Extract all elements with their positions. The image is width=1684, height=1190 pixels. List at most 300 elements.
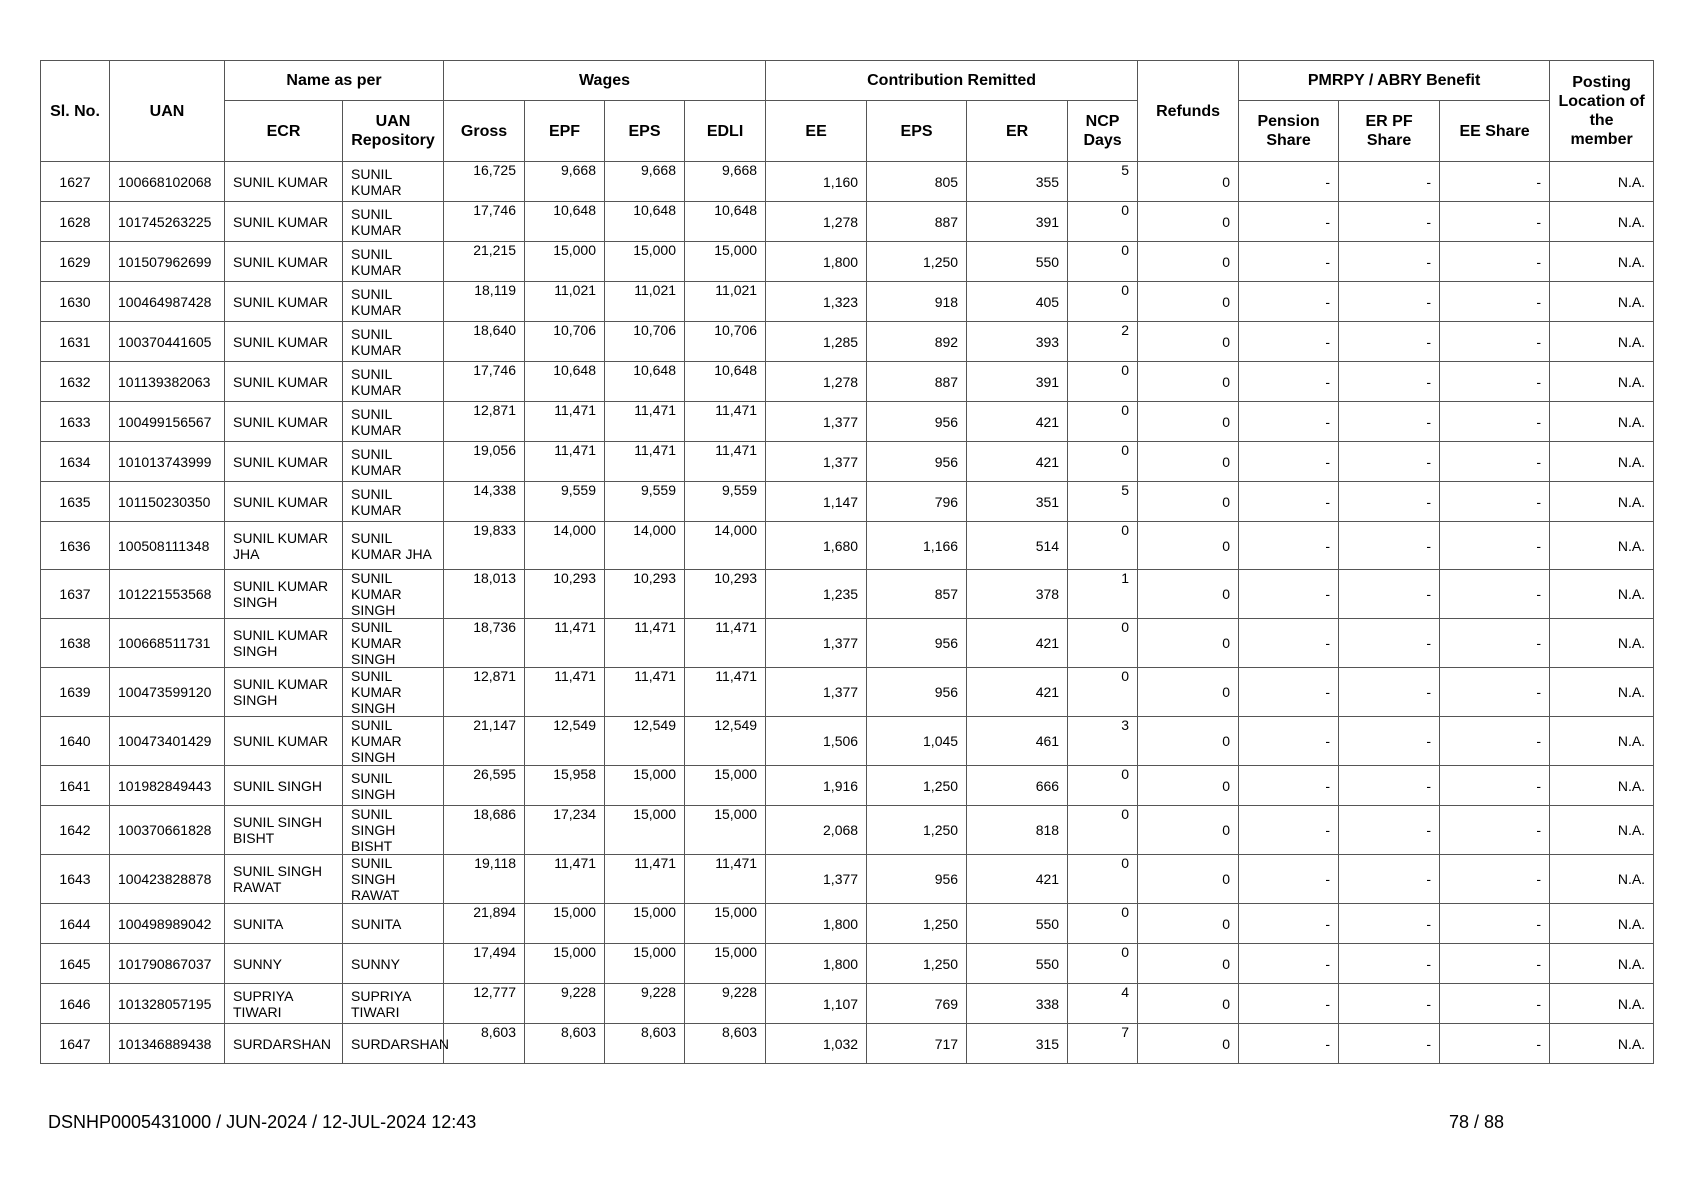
- cell-eps: 15,000: [605, 806, 685, 855]
- cell-eps: 15,000: [605, 944, 685, 984]
- cell-ecr-name: SURDARSHAN: [225, 1024, 343, 1064]
- cell-contribution-eps: 1,250: [867, 242, 967, 282]
- cell-posting-location: N.A.: [1550, 1024, 1654, 1064]
- cell-ee: 1,107: [766, 984, 867, 1024]
- cell-edli: 15,000: [685, 766, 766, 806]
- table-row: [41, 1024, 1654, 1064]
- cell-posting-location: N.A.: [1550, 944, 1654, 984]
- cell-uan-repository-name: SUNIL SINGH BISHT: [343, 806, 444, 855]
- cell-contribution-eps: 956: [867, 668, 967, 717]
- cell-ncp-days: 2: [1068, 322, 1138, 362]
- cell-uan: 101982849443: [110, 766, 225, 806]
- table-row: [41, 717, 1654, 766]
- cell-pension-share: -: [1239, 1024, 1339, 1064]
- cell-sl-no: 1638: [41, 619, 110, 668]
- cell-ncp-days: 3: [1068, 717, 1138, 766]
- cell-gross: 17,746: [444, 362, 525, 402]
- cell-contribution-eps: 857: [867, 570, 967, 619]
- cell-ee: 1,506: [766, 717, 867, 766]
- cell-sl-no: 1640: [41, 717, 110, 766]
- cell-epf: 11,471: [525, 855, 605, 904]
- cell-refunds: 0: [1138, 984, 1239, 1024]
- cell-edli: 12,549: [685, 717, 766, 766]
- cell-epf: 15,958: [525, 766, 605, 806]
- cell-eps: 10,293: [605, 570, 685, 619]
- cell-edli: 10,648: [685, 362, 766, 402]
- cell-uan: 100668511731: [110, 619, 225, 668]
- cell-sl-no: 1642: [41, 806, 110, 855]
- cell-sl-no: 1628: [41, 202, 110, 242]
- cell-gross: 18,119: [444, 282, 525, 322]
- cell-posting-location: N.A.: [1550, 362, 1654, 402]
- cell-contribution-eps: 956: [867, 442, 967, 482]
- cell-uan: 101013743999: [110, 442, 225, 482]
- cell-ncp-days: 5: [1068, 482, 1138, 522]
- cell-edli: 9,668: [685, 162, 766, 202]
- cell-uan-repository-name: SUNIL KUMAR SINGH: [343, 570, 444, 619]
- cell-uan-repository-name: SUNIL SINGH RAWAT: [343, 855, 444, 904]
- cell-posting-location: N.A.: [1550, 282, 1654, 322]
- cell-pension-share: -: [1239, 855, 1339, 904]
- cell-refunds: 0: [1138, 668, 1239, 717]
- cell-posting-location: N.A.: [1550, 668, 1654, 717]
- cell-refunds: 0: [1138, 944, 1239, 984]
- cell-contribution-eps: 956: [867, 855, 967, 904]
- cell-eps: 11,471: [605, 619, 685, 668]
- cell-epf: 10,648: [525, 362, 605, 402]
- table-row: [41, 482, 1654, 522]
- cell-pension-share: -: [1239, 944, 1339, 984]
- cell-edli: 11,471: [685, 668, 766, 717]
- table-row: [41, 442, 1654, 482]
- cell-gross: 19,056: [444, 442, 525, 482]
- cell-uan-repository-name: SURDARSHAN: [343, 1024, 444, 1064]
- header-er: ER: [967, 101, 1068, 162]
- cell-edli: 9,559: [685, 482, 766, 522]
- cell-contribution-eps: 887: [867, 202, 967, 242]
- cell-edli: 15,000: [685, 806, 766, 855]
- cell-sl-no: 1634: [41, 442, 110, 482]
- cell-gross: 18,640: [444, 322, 525, 362]
- cell-ee-share: -: [1440, 322, 1550, 362]
- cell-uan: 100508111348: [110, 522, 225, 570]
- cell-ecr-name: SUNIL KUMAR: [225, 362, 343, 402]
- cell-er: 550: [967, 904, 1068, 944]
- cell-ee-share: -: [1440, 362, 1550, 402]
- cell-ee: 1,377: [766, 619, 867, 668]
- cell-gross: 18,686: [444, 806, 525, 855]
- cell-ecr-name: SUNIL KUMAR: [225, 442, 343, 482]
- cell-er-pf-share: -: [1339, 570, 1440, 619]
- cell-er: 315: [967, 1024, 1068, 1064]
- table-row: [41, 944, 1654, 984]
- table-row: [41, 570, 1654, 619]
- cell-uan: 101790867037: [110, 944, 225, 984]
- cell-uan: 101139382063: [110, 362, 225, 402]
- cell-uan: 100499156567: [110, 402, 225, 442]
- cell-edli: 11,471: [685, 855, 766, 904]
- cell-contribution-eps: 918: [867, 282, 967, 322]
- cell-ee: 1,323: [766, 282, 867, 322]
- cell-uan: 101507962699: [110, 242, 225, 282]
- cell-er: 405: [967, 282, 1068, 322]
- cell-pension-share: -: [1239, 717, 1339, 766]
- cell-pension-share: -: [1239, 202, 1339, 242]
- cell-posting-location: N.A.: [1550, 442, 1654, 482]
- cell-eps: 9,559: [605, 482, 685, 522]
- cell-posting-location: N.A.: [1550, 322, 1654, 362]
- cell-ecr-name: SUPRIYA TIWARI: [225, 984, 343, 1024]
- cell-ee-share: -: [1440, 1024, 1550, 1064]
- header-uan-repository: UAN Repository: [343, 101, 444, 162]
- cell-eps: 10,648: [605, 362, 685, 402]
- cell-edli: 11,471: [685, 442, 766, 482]
- cell-pension-share: -: [1239, 482, 1339, 522]
- cell-epf: 9,228: [525, 984, 605, 1024]
- cell-eps: 10,706: [605, 322, 685, 362]
- cell-uan-repository-name: SUNIL KUMAR: [343, 442, 444, 482]
- cell-eps: 14,000: [605, 522, 685, 570]
- cell-er-pf-share: -: [1339, 522, 1440, 570]
- header-ee-share: EE Share: [1440, 101, 1550, 162]
- cell-ee: 1,147: [766, 482, 867, 522]
- cell-epf: 11,471: [525, 402, 605, 442]
- cell-pension-share: -: [1239, 442, 1339, 482]
- cell-ee: 1,377: [766, 668, 867, 717]
- cell-ncp-days: 0: [1068, 442, 1138, 482]
- cell-contribution-eps: 769: [867, 984, 967, 1024]
- cell-ee-share: -: [1440, 806, 1550, 855]
- cell-ecr-name: SUNIL KUMAR JHA: [225, 522, 343, 570]
- cell-pension-share: -: [1239, 766, 1339, 806]
- table-row: [41, 282, 1654, 322]
- cell-refunds: 0: [1138, 322, 1239, 362]
- table-row: [41, 242, 1654, 282]
- cell-ee: 1,377: [766, 402, 867, 442]
- cell-ecr-name: SUNIL KUMAR: [225, 717, 343, 766]
- cell-er: 393: [967, 322, 1068, 362]
- cell-er-pf-share: -: [1339, 202, 1440, 242]
- cell-posting-location: N.A.: [1550, 162, 1654, 202]
- cell-ee: 2,068: [766, 806, 867, 855]
- cell-ncp-days: 0: [1068, 402, 1138, 442]
- cell-gross: 19,118: [444, 855, 525, 904]
- cell-gross: 17,494: [444, 944, 525, 984]
- cell-ee-share: -: [1440, 202, 1550, 242]
- cell-eps: 9,228: [605, 984, 685, 1024]
- header-eps: EPS: [605, 101, 685, 162]
- cell-epf: 15,000: [525, 904, 605, 944]
- cell-gross: 26,595: [444, 766, 525, 806]
- cell-pension-share: -: [1239, 362, 1339, 402]
- cell-gross: 14,338: [444, 482, 525, 522]
- table-row: [41, 362, 1654, 402]
- cell-er: 550: [967, 944, 1068, 984]
- cell-edli: 9,228: [685, 984, 766, 1024]
- cell-ncp-days: 0: [1068, 202, 1138, 242]
- header-uan: UAN: [110, 61, 225, 162]
- cell-pension-share: -: [1239, 668, 1339, 717]
- cell-ncp-days: 0: [1068, 362, 1138, 402]
- cell-posting-location: N.A.: [1550, 717, 1654, 766]
- cell-ncp-days: 0: [1068, 806, 1138, 855]
- cell-gross: 19,833: [444, 522, 525, 570]
- cell-uan-repository-name: SUNIL KUMAR SINGH: [343, 668, 444, 717]
- header-epf: EPF: [525, 101, 605, 162]
- cell-epf: 17,234: [525, 806, 605, 855]
- cell-ee-share: -: [1440, 282, 1550, 322]
- header-edli: EDLI: [685, 101, 766, 162]
- cell-er-pf-share: -: [1339, 668, 1440, 717]
- cell-epf: 8,603: [525, 1024, 605, 1064]
- cell-ecr-name: SUNIL KUMAR SINGH: [225, 619, 343, 668]
- cell-pension-share: -: [1239, 282, 1339, 322]
- header-wages: Wages: [444, 61, 766, 101]
- cell-uan-repository-name: SUPRIYA TIWARI: [343, 984, 444, 1024]
- cell-ncp-days: 0: [1068, 766, 1138, 806]
- cell-epf: 10,648: [525, 202, 605, 242]
- cell-sl-no: 1630: [41, 282, 110, 322]
- cell-ncp-days: 0: [1068, 619, 1138, 668]
- cell-edli: 14,000: [685, 522, 766, 570]
- cell-er: 391: [967, 202, 1068, 242]
- cell-er: 391: [967, 362, 1068, 402]
- cell-ecr-name: SUNIL KUMAR: [225, 242, 343, 282]
- cell-er-pf-share: -: [1339, 482, 1440, 522]
- cell-epf: 11,471: [525, 619, 605, 668]
- cell-posting-location: N.A.: [1550, 482, 1654, 522]
- table-row: [41, 202, 1654, 242]
- cell-ncp-days: 0: [1068, 904, 1138, 944]
- cell-sl-no: 1629: [41, 242, 110, 282]
- cell-refunds: 0: [1138, 162, 1239, 202]
- cell-ecr-name: SUNIL KUMAR: [225, 202, 343, 242]
- cell-sl-no: 1637: [41, 570, 110, 619]
- cell-uan-repository-name: SUNITA: [343, 904, 444, 944]
- cell-er: 818: [967, 806, 1068, 855]
- cell-gross: 12,871: [444, 402, 525, 442]
- cell-refunds: 0: [1138, 522, 1239, 570]
- cell-epf: 11,021: [525, 282, 605, 322]
- cell-epf: 10,706: [525, 322, 605, 362]
- cell-eps: 11,021: [605, 282, 685, 322]
- cell-ee: 1,235: [766, 570, 867, 619]
- table-row: [41, 322, 1654, 362]
- cell-uan: 100668102068: [110, 162, 225, 202]
- cell-posting-location: N.A.: [1550, 522, 1654, 570]
- table-row: [41, 162, 1654, 202]
- cell-uan: 101346889438: [110, 1024, 225, 1064]
- cell-ee: 1,377: [766, 442, 867, 482]
- cell-uan-repository-name: SUNIL KUMAR: [343, 482, 444, 522]
- cell-er: 421: [967, 668, 1068, 717]
- cell-eps: 11,471: [605, 855, 685, 904]
- cell-ecr-name: SUNIL KUMAR SINGH: [225, 668, 343, 717]
- cell-refunds: 0: [1138, 242, 1239, 282]
- table-row: [41, 984, 1654, 1024]
- cell-epf: 12,549: [525, 717, 605, 766]
- cell-sl-no: 1627: [41, 162, 110, 202]
- header-ee: EE: [766, 101, 867, 162]
- cell-ncp-days: 0: [1068, 282, 1138, 322]
- cell-edli: 10,706: [685, 322, 766, 362]
- cell-contribution-eps: 1,250: [867, 944, 967, 984]
- cell-eps: 15,000: [605, 766, 685, 806]
- cell-edli: 11,021: [685, 282, 766, 322]
- cell-edli: 15,000: [685, 242, 766, 282]
- table-row: [41, 855, 1654, 904]
- cell-posting-location: N.A.: [1550, 402, 1654, 442]
- cell-er: 461: [967, 717, 1068, 766]
- cell-ee-share: -: [1440, 162, 1550, 202]
- cell-pension-share: -: [1239, 904, 1339, 944]
- cell-uan: 100423828878: [110, 855, 225, 904]
- cell-er-pf-share: -: [1339, 717, 1440, 766]
- cell-ecr-name: SUNIL KUMAR: [225, 162, 343, 202]
- cell-ee-share: -: [1440, 442, 1550, 482]
- header-pmrpy-abry-benefit: PMRPY / ABRY Benefit: [1239, 61, 1550, 101]
- cell-edli: 15,000: [685, 904, 766, 944]
- cell-er: 421: [967, 442, 1068, 482]
- cell-ee-share: -: [1440, 855, 1550, 904]
- cell-uan: 100473599120: [110, 668, 225, 717]
- cell-gross: 12,777: [444, 984, 525, 1024]
- cell-posting-location: N.A.: [1550, 766, 1654, 806]
- table-row: [41, 619, 1654, 668]
- cell-ecr-name: SUNIL KUMAR: [225, 402, 343, 442]
- cell-ee-share: -: [1440, 984, 1550, 1024]
- cell-gross: 18,013: [444, 570, 525, 619]
- cell-ee: 1,278: [766, 362, 867, 402]
- cell-eps: 12,549: [605, 717, 685, 766]
- cell-er: 378: [967, 570, 1068, 619]
- cell-ecr-name: SUNNY: [225, 944, 343, 984]
- cell-epf: 9,559: [525, 482, 605, 522]
- cell-ee-share: -: [1440, 717, 1550, 766]
- cell-pension-share: -: [1239, 242, 1339, 282]
- header-ncp-days: NCP Days: [1068, 101, 1138, 162]
- cell-gross: 21,215: [444, 242, 525, 282]
- cell-gross: 16,725: [444, 162, 525, 202]
- table-row: [41, 904, 1654, 944]
- cell-uan: 100464987428: [110, 282, 225, 322]
- cell-posting-location: N.A.: [1550, 619, 1654, 668]
- header-contribution-remitted: Contribution Remitted: [766, 61, 1138, 101]
- cell-eps: 11,471: [605, 668, 685, 717]
- cell-refunds: 0: [1138, 442, 1239, 482]
- header-contribution-eps: EPS: [867, 101, 967, 162]
- cell-refunds: 0: [1138, 1024, 1239, 1064]
- cell-ee: 1,285: [766, 322, 867, 362]
- cell-er-pf-share: -: [1339, 162, 1440, 202]
- cell-gross: 21,147: [444, 717, 525, 766]
- cell-pension-share: -: [1239, 570, 1339, 619]
- cell-uan-repository-name: SUNIL KUMAR: [343, 322, 444, 362]
- cell-ee-share: -: [1440, 242, 1550, 282]
- cell-pension-share: -: [1239, 162, 1339, 202]
- cell-epf: 9,668: [525, 162, 605, 202]
- cell-eps: 11,471: [605, 402, 685, 442]
- header-refunds: Refunds: [1138, 61, 1239, 162]
- cell-sl-no: 1643: [41, 855, 110, 904]
- cell-ee: 1,800: [766, 904, 867, 944]
- cell-er-pf-share: -: [1339, 402, 1440, 442]
- cell-ee-share: -: [1440, 482, 1550, 522]
- cell-epf: 15,000: [525, 242, 605, 282]
- table-row: [41, 668, 1654, 717]
- cell-er: 421: [967, 855, 1068, 904]
- cell-epf: 10,293: [525, 570, 605, 619]
- cell-uan: 100498989042: [110, 904, 225, 944]
- cell-er: 355: [967, 162, 1068, 202]
- cell-contribution-eps: 1,250: [867, 806, 967, 855]
- cell-pension-share: -: [1239, 402, 1339, 442]
- cell-er-pf-share: -: [1339, 984, 1440, 1024]
- document-reference: DSNHP0005431000 / JUN-2024 / 12-JUL-2024 12:43: [48, 1112, 477, 1132]
- cell-uan-repository-name: SUNIL KUMAR SINGH: [343, 717, 444, 766]
- cell-uan: 100370661828: [110, 806, 225, 855]
- cell-uan-repository-name: SUNNY: [343, 944, 444, 984]
- cell-uan: 101221553568: [110, 570, 225, 619]
- cell-refunds: 0: [1138, 766, 1239, 806]
- cell-pension-share: -: [1239, 984, 1339, 1024]
- cell-contribution-eps: 796: [867, 482, 967, 522]
- cell-er: 421: [967, 619, 1068, 668]
- cell-ee-share: -: [1440, 668, 1550, 717]
- cell-posting-location: N.A.: [1550, 202, 1654, 242]
- cell-sl-no: 1635: [41, 482, 110, 522]
- cell-edli: 11,471: [685, 619, 766, 668]
- cell-er-pf-share: -: [1339, 242, 1440, 282]
- cell-ee-share: -: [1440, 766, 1550, 806]
- cell-sl-no: 1647: [41, 1024, 110, 1064]
- cell-epf: 14,000: [525, 522, 605, 570]
- cell-er: 666: [967, 766, 1068, 806]
- cell-uan-repository-name: SUNIL KUMAR: [343, 282, 444, 322]
- cell-uan-repository-name: SUNIL KUMAR JHA: [343, 522, 444, 570]
- cell-posting-location: N.A.: [1550, 904, 1654, 944]
- cell-er-pf-share: -: [1339, 944, 1440, 984]
- cell-edli: 15,000: [685, 944, 766, 984]
- cell-uan: 100370441605: [110, 322, 225, 362]
- cell-ee: 1,032: [766, 1024, 867, 1064]
- cell-uan-repository-name: SUNIL KUMAR: [343, 202, 444, 242]
- cell-contribution-eps: 887: [867, 362, 967, 402]
- cell-ecr-name: SUNIL KUMAR: [225, 322, 343, 362]
- cell-pension-share: -: [1239, 322, 1339, 362]
- cell-posting-location: N.A.: [1550, 855, 1654, 904]
- cell-er: 421: [967, 402, 1068, 442]
- cell-uan-repository-name: SUNIL KUMAR SINGH: [343, 619, 444, 668]
- cell-ecr-name: SUNITA: [225, 904, 343, 944]
- cell-ee-share: -: [1440, 619, 1550, 668]
- cell-ncp-days: 0: [1068, 242, 1138, 282]
- cell-ncp-days: 0: [1068, 668, 1138, 717]
- cell-er-pf-share: -: [1339, 442, 1440, 482]
- table-row: [41, 766, 1654, 806]
- header-sl-no: Sl. No.: [41, 61, 110, 162]
- cell-contribution-eps: 1,250: [867, 766, 967, 806]
- cell-ncp-days: 0: [1068, 944, 1138, 984]
- cell-er-pf-share: -: [1339, 904, 1440, 944]
- cell-uan-repository-name: SUNIL SINGH: [343, 766, 444, 806]
- ecr-member-table: [40, 60, 1654, 1064]
- cell-ncp-days: 5: [1068, 162, 1138, 202]
- cell-refunds: 0: [1138, 717, 1239, 766]
- cell-ee: 1,800: [766, 944, 867, 984]
- cell-refunds: 0: [1138, 904, 1239, 944]
- cell-sl-no: 1646: [41, 984, 110, 1024]
